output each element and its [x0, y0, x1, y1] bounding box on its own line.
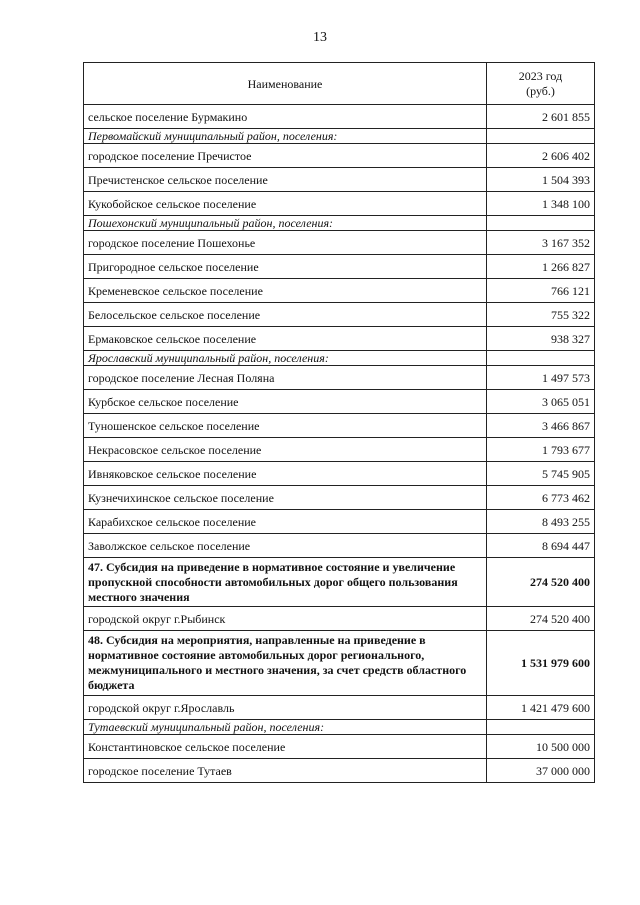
district-name: Первомайский муниципальный район, поселения:: [84, 129, 487, 144]
settlement-name: Кузнечихинское сельское поселение: [84, 486, 487, 510]
amount-value: [487, 720, 595, 735]
amount-value: 37 000 000: [487, 759, 595, 783]
settlement-name: Константиновское сельское поселение: [84, 735, 487, 759]
header-year: [487, 63, 595, 105]
table-row: [84, 366, 595, 390]
table-row: [84, 327, 595, 351]
table-header-row: [84, 63, 595, 105]
amount-value: [487, 351, 595, 366]
page-number: 13: [313, 30, 327, 45]
table-row: [84, 510, 595, 534]
amount-value: 1 793 677: [487, 438, 595, 462]
settlement-name: городской округ г.Рыбинск: [84, 607, 487, 631]
table-row: [84, 390, 595, 414]
header-year-label: 2023 год: [518, 68, 563, 83]
section-title: 47. Субсидия на приведение в нормативное состояние и увеличение пропускной способности автомобильных дорог общего пользования местного значения: [84, 558, 487, 607]
amount-value: 8 694 447: [487, 534, 595, 558]
amount-value: 938 327: [487, 327, 595, 351]
amount-value: 8 493 255: [487, 510, 595, 534]
table-body: [84, 105, 595, 783]
amount-value: 1 421 479 600: [487, 696, 595, 720]
table-row: [84, 279, 595, 303]
amount-value: [487, 129, 595, 144]
table-row: [84, 414, 595, 438]
amount-value: 3 167 352: [487, 231, 595, 255]
settlement-name: Карабихское сельское поселение: [84, 510, 487, 534]
settlement-name: Некрасовское сельское поселение: [84, 438, 487, 462]
amount-value: 3 065 051: [487, 390, 595, 414]
settlement-name: Белосельское сельское поселение: [84, 303, 487, 327]
settlement-name: Пригородное сельское поселение: [84, 255, 487, 279]
section-title: 48. Субсидия на мероприятия, направленные на приведение в нормативное состояние автомобильных дорог регионального, межмуниципального и местного значения, за счет средств областного бюджета: [84, 631, 487, 696]
amount-value: 5 745 905: [487, 462, 595, 486]
section-row: [84, 558, 595, 607]
settlement-name: городской округ г.Ярославль: [84, 696, 487, 720]
district-row: [84, 351, 595, 366]
header-unit-label: (руб.): [526, 83, 555, 98]
amount-value: 1 504 393: [487, 168, 595, 192]
settlement-name: городское поселение Тутаев: [84, 759, 487, 783]
table-row: [84, 231, 595, 255]
settlement-name: Туношенское сельское поселение: [84, 414, 487, 438]
settlement-name: Пречистенское сельское поселение: [84, 168, 487, 192]
settlement-name: сельское поселение Бурмакино: [84, 105, 487, 129]
district-row: [84, 720, 595, 735]
table-row: [84, 735, 595, 759]
table-row: [84, 607, 595, 631]
table-row: [84, 168, 595, 192]
header-name: Наименование: [84, 63, 487, 105]
settlement-name: городское поселение Пошехонье: [84, 231, 487, 255]
amount-value: 6 773 462: [487, 486, 595, 510]
amount-value: 274 520 400: [487, 607, 595, 631]
table-row: [84, 759, 595, 783]
district-name: Ярославский муниципальный район, поселения:: [84, 351, 487, 366]
settlement-name: Ивняковское сельское поселение: [84, 462, 487, 486]
amount-value: [487, 216, 595, 231]
district-name: Тутаевский муниципальный район, поселения:: [84, 720, 487, 735]
table-row: [84, 534, 595, 558]
table-row: [84, 105, 595, 129]
amount-value: 1 497 573: [487, 366, 595, 390]
table-row: [84, 303, 595, 327]
table-row: [84, 438, 595, 462]
table-row: [84, 462, 595, 486]
table-row: [84, 486, 595, 510]
amount-value: 10 500 000: [487, 735, 595, 759]
table-row: [84, 144, 595, 168]
section-total: 274 520 400: [487, 558, 595, 607]
table-row: [84, 696, 595, 720]
settlement-name: Заволжское сельское поселение: [84, 534, 487, 558]
section-total: 1 531 979 600: [487, 631, 595, 696]
settlement-name: городское поселение Лесная Поляна: [84, 366, 487, 390]
table-row: [84, 255, 595, 279]
amount-value: 766 121: [487, 279, 595, 303]
settlement-name: городское поселение Пречистое: [84, 144, 487, 168]
amount-value: 3 466 867: [487, 414, 595, 438]
settlement-name: Кукобойское сельское поселение: [84, 192, 487, 216]
amount-value: 1 266 827: [487, 255, 595, 279]
district-row: [84, 216, 595, 231]
section-row: [84, 631, 595, 696]
amount-value: 2 601 855: [487, 105, 595, 129]
settlement-name: Курбское сельское поселение: [84, 390, 487, 414]
amount-value: 755 322: [487, 303, 595, 327]
table-row: [84, 192, 595, 216]
settlement-name: Кременевское сельское поселение: [84, 279, 487, 303]
amount-value: 1 348 100: [487, 192, 595, 216]
district-row: [84, 129, 595, 144]
settlement-name: Ермаковское сельское поселение: [84, 327, 487, 351]
district-name: Пошехонский муниципальный район, поселения:: [84, 216, 487, 231]
amount-value: 2 606 402: [487, 144, 595, 168]
budget-table: [83, 62, 595, 783]
